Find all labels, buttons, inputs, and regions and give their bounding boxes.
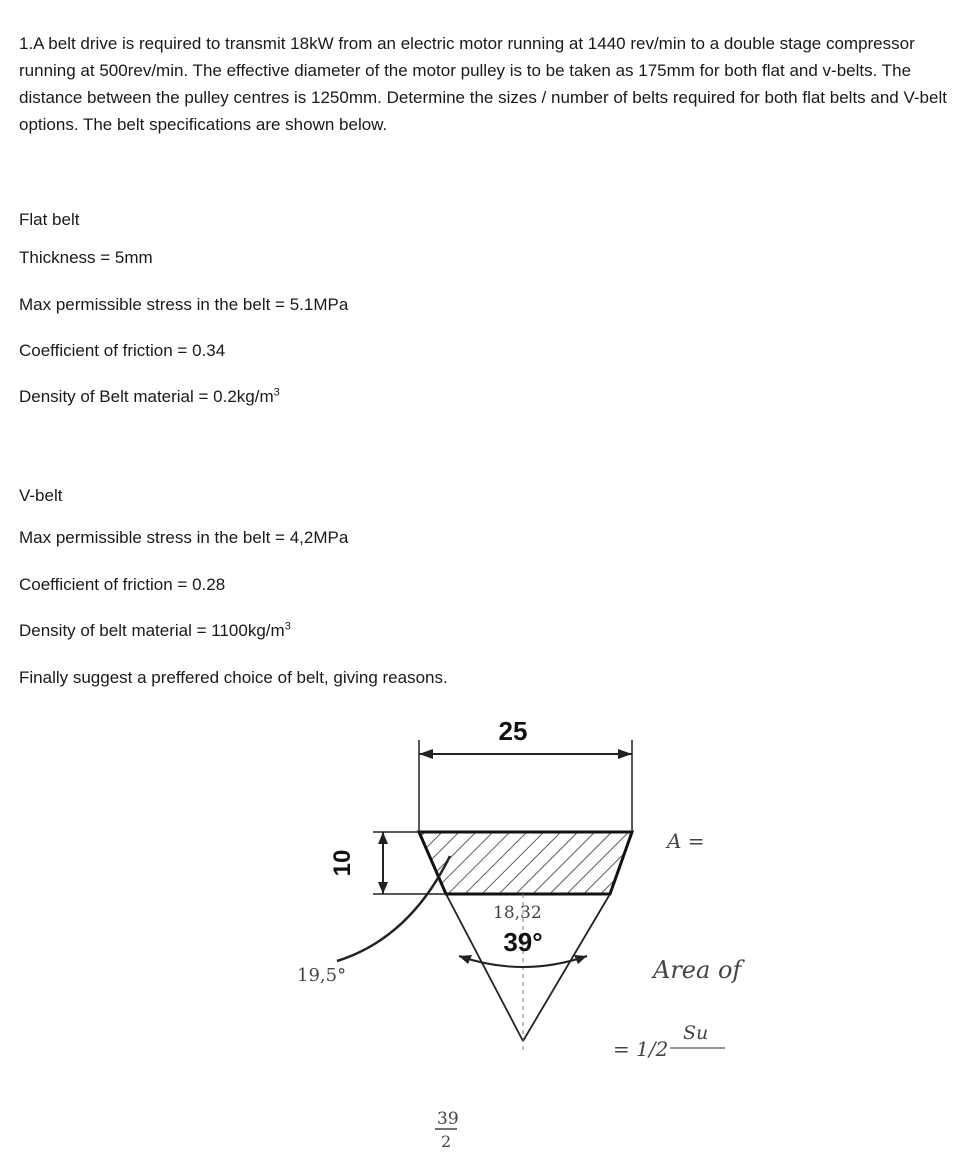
height-arrow-bottom [378, 882, 388, 894]
conclusion-line: Finally suggest a preffered choice of belt, giving reasons. [19, 668, 448, 687]
v-belt-max-stress: Max permissible stress in the belt = 4,2MPa [19, 528, 349, 547]
flat-belt-density-exponent: 3 [273, 386, 280, 399]
flat-belt-heading: Flat belt [19, 210, 80, 229]
half-angle-note: 19,5° [297, 965, 347, 986]
v-belt-density [19, 620, 291, 642]
question-intro-block [19, 30, 959, 138]
note-area: Area of [653, 956, 742, 984]
v-belt-density-text: Density of belt material = 1100kg/m [19, 621, 285, 640]
flat-belt-density [19, 386, 280, 408]
v-belt-cross-section-figure [245, 706, 745, 1167]
angle-label: 39° [503, 927, 543, 957]
width-label: 25 [498, 716, 528, 746]
question-intro: 1.A belt drive is required to transmit 18kW from an electric motor running at 1440 rev/min to a double stage compressor running at 500rev/min. The effective diameter of the motor pulley is to be taken as 175mm for both flat and v-belts. The distance between the pulley centres is 1250mm. Determine the sizes / number of belts required for both flat belts and V-belt options. The belt specifications are shown below. [19, 34, 947, 134]
flat-belt-max-stress: Max permissible stress in the belt = 5.1MPa [19, 295, 349, 314]
v-belt-diagram [245, 706, 745, 1167]
height-label: 10 [329, 849, 356, 877]
flat-belt-thickness: Thickness = 5mm [19, 248, 153, 267]
flat-belt-density-text: Density of Belt material = 0.2kg/m [19, 387, 274, 406]
v-belt-density-exponent: 3 [284, 620, 291, 633]
note-area-eq: A = [667, 829, 705, 853]
flat-belt-friction: Coefficient of friction = 0.34 [19, 341, 226, 360]
note-half: = 1/2 [613, 1037, 669, 1061]
bottom-width-note: 18,32 [493, 903, 542, 923]
width-arrow-left [419, 749, 433, 759]
note-sum: Su [683, 1022, 709, 1044]
height-arrow-top [378, 832, 388, 844]
belt-section-hatched [419, 832, 632, 894]
fraction-denominator: 2 [441, 1132, 452, 1151]
v-belt-friction: Coefficient of friction = 0.28 [19, 575, 226, 594]
fraction-numerator: 39 [437, 1109, 459, 1129]
v-belt-heading: V-belt [19, 486, 63, 505]
width-arrow-right [618, 749, 632, 759]
